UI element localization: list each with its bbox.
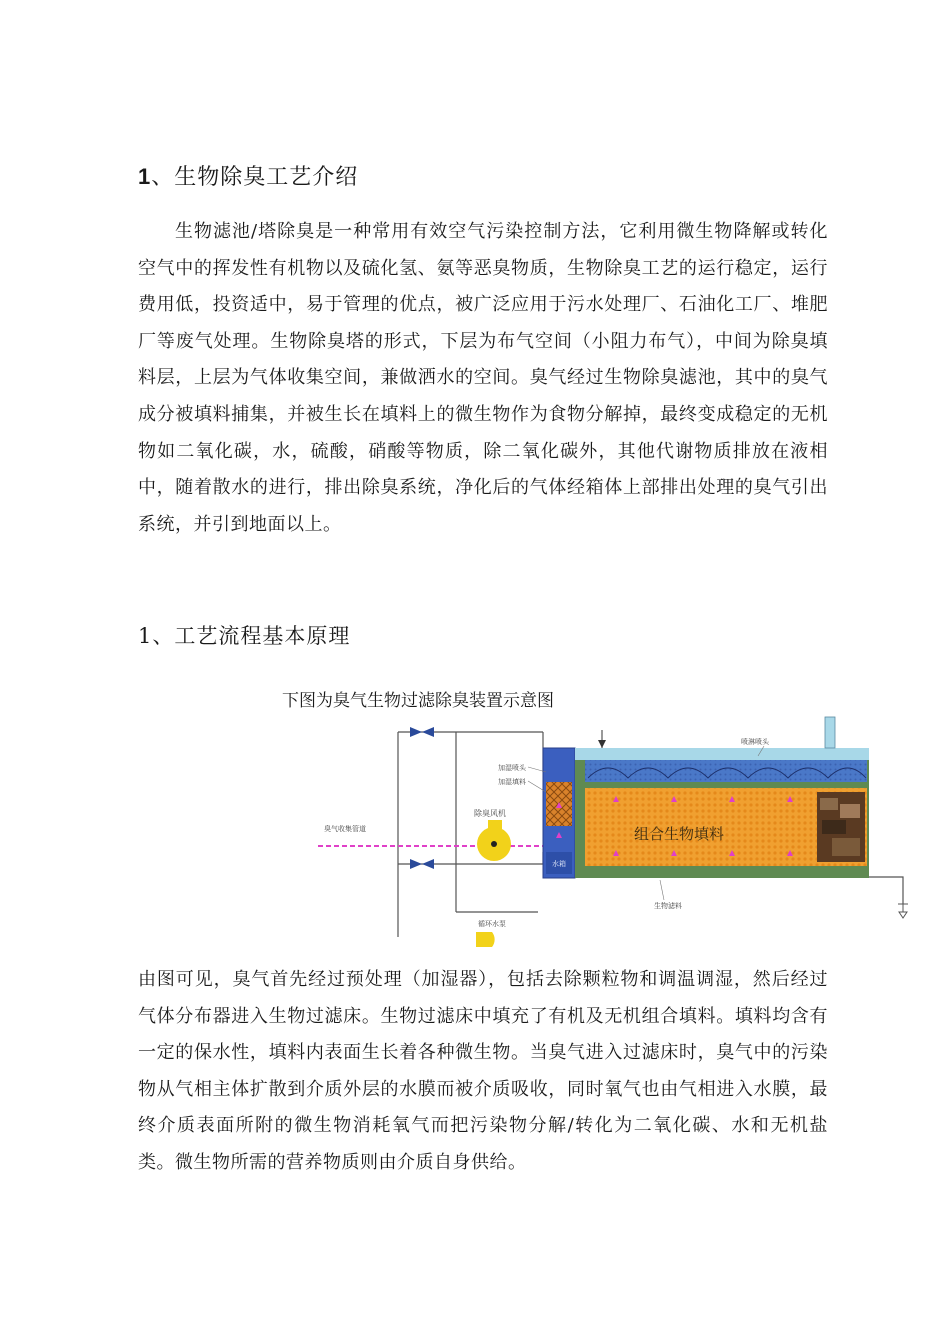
water-inlet-arrow <box>598 740 606 748</box>
bio-filter-label: 生物滤料 <box>654 902 682 910</box>
tank-label: 水箱 <box>552 860 566 868</box>
explanation-paragraph: 由图可见，臭气首先经过预处理（加湿器），包括去除颗粒物和调温调湿，然后经过气体分布器进入生物过滤床。生物过滤床中填充了有机及无机组合填料。填料均含有一定的保水性，填料内表面生长着各种微生物。当臭气进入过滤床时，臭气中的污染物从气相主体扩散到介质外层的水膜而被介质吸收，同时氧气也由气相进入水膜，最终介质表面所附的微生物消耗氧气而把污染物分解/转化为二氧化碳、水和无机盐类。微生物所需的营养物质则由介质自身供给。 <box>138 969 828 1173</box>
media-photo-inset <box>817 792 865 862</box>
pump-icon <box>476 932 495 947</box>
humid-nozzle-label: 加湿喷头 <box>498 764 526 772</box>
section-heading-1 <box>138 160 358 191</box>
media-label: 组合生物填料 <box>634 825 725 843</box>
pump-label: 循环水泵 <box>478 920 506 928</box>
fan-icon <box>477 820 511 861</box>
valve-icon <box>410 859 434 869</box>
filter-cover <box>575 748 869 760</box>
section-number: 1 <box>138 164 152 189</box>
spray-label: 喷淋喷头 <box>741 738 769 746</box>
valve-icon <box>410 727 434 737</box>
section-heading-2: 1、工艺流程基本原理 <box>138 624 351 648</box>
drain-icon <box>898 904 908 918</box>
intro-paragraph: 生物滤池/塔除臭是一种常用有效空气污染控制方法，它利用微生物降解或转化空气中的挥发性有机物以及硫化氢、氨等恶臭物质，生物除臭工艺的运行稳定，运行费用低，投资适中，易于管理的优点，被广泛应用于污水处理厂、石油化工厂、堆肥厂等废气处理。生物除臭塔的形式，下层为布气空间（小阻力布气），中间为除臭填料层，上层为气体收集空间，兼做洒水的空间。臭气经过生物除臭滤池，其中的臭气成分被填料捕集，并被生长在填料上的微生物作为食物分解掉，最终变成稳定的无机物如二氧化碳，水，硫酸，硝酸等物质，除二氧化碳外，其他代谢物质排放在液相中，随着散水的进行，排出除臭系统，净化后的气体经箱体上部排出处理的臭气引出系统，并引到地面以上。 <box>138 221 828 535</box>
fan-label: 除臭风机 <box>474 809 506 818</box>
gas-pipe-label: 臭气收集管道 <box>324 825 366 833</box>
section-title: 、生物除臭工艺介绍 <box>151 165 359 190</box>
figure-caption: 下图为臭气生物过滤除臭装置示意图 <box>282 691 554 711</box>
exhaust-stack <box>825 717 835 748</box>
deodorization-diagram <box>298 712 918 947</box>
humid-media-label: 加湿填料 <box>498 778 526 786</box>
top-zone <box>585 760 867 782</box>
